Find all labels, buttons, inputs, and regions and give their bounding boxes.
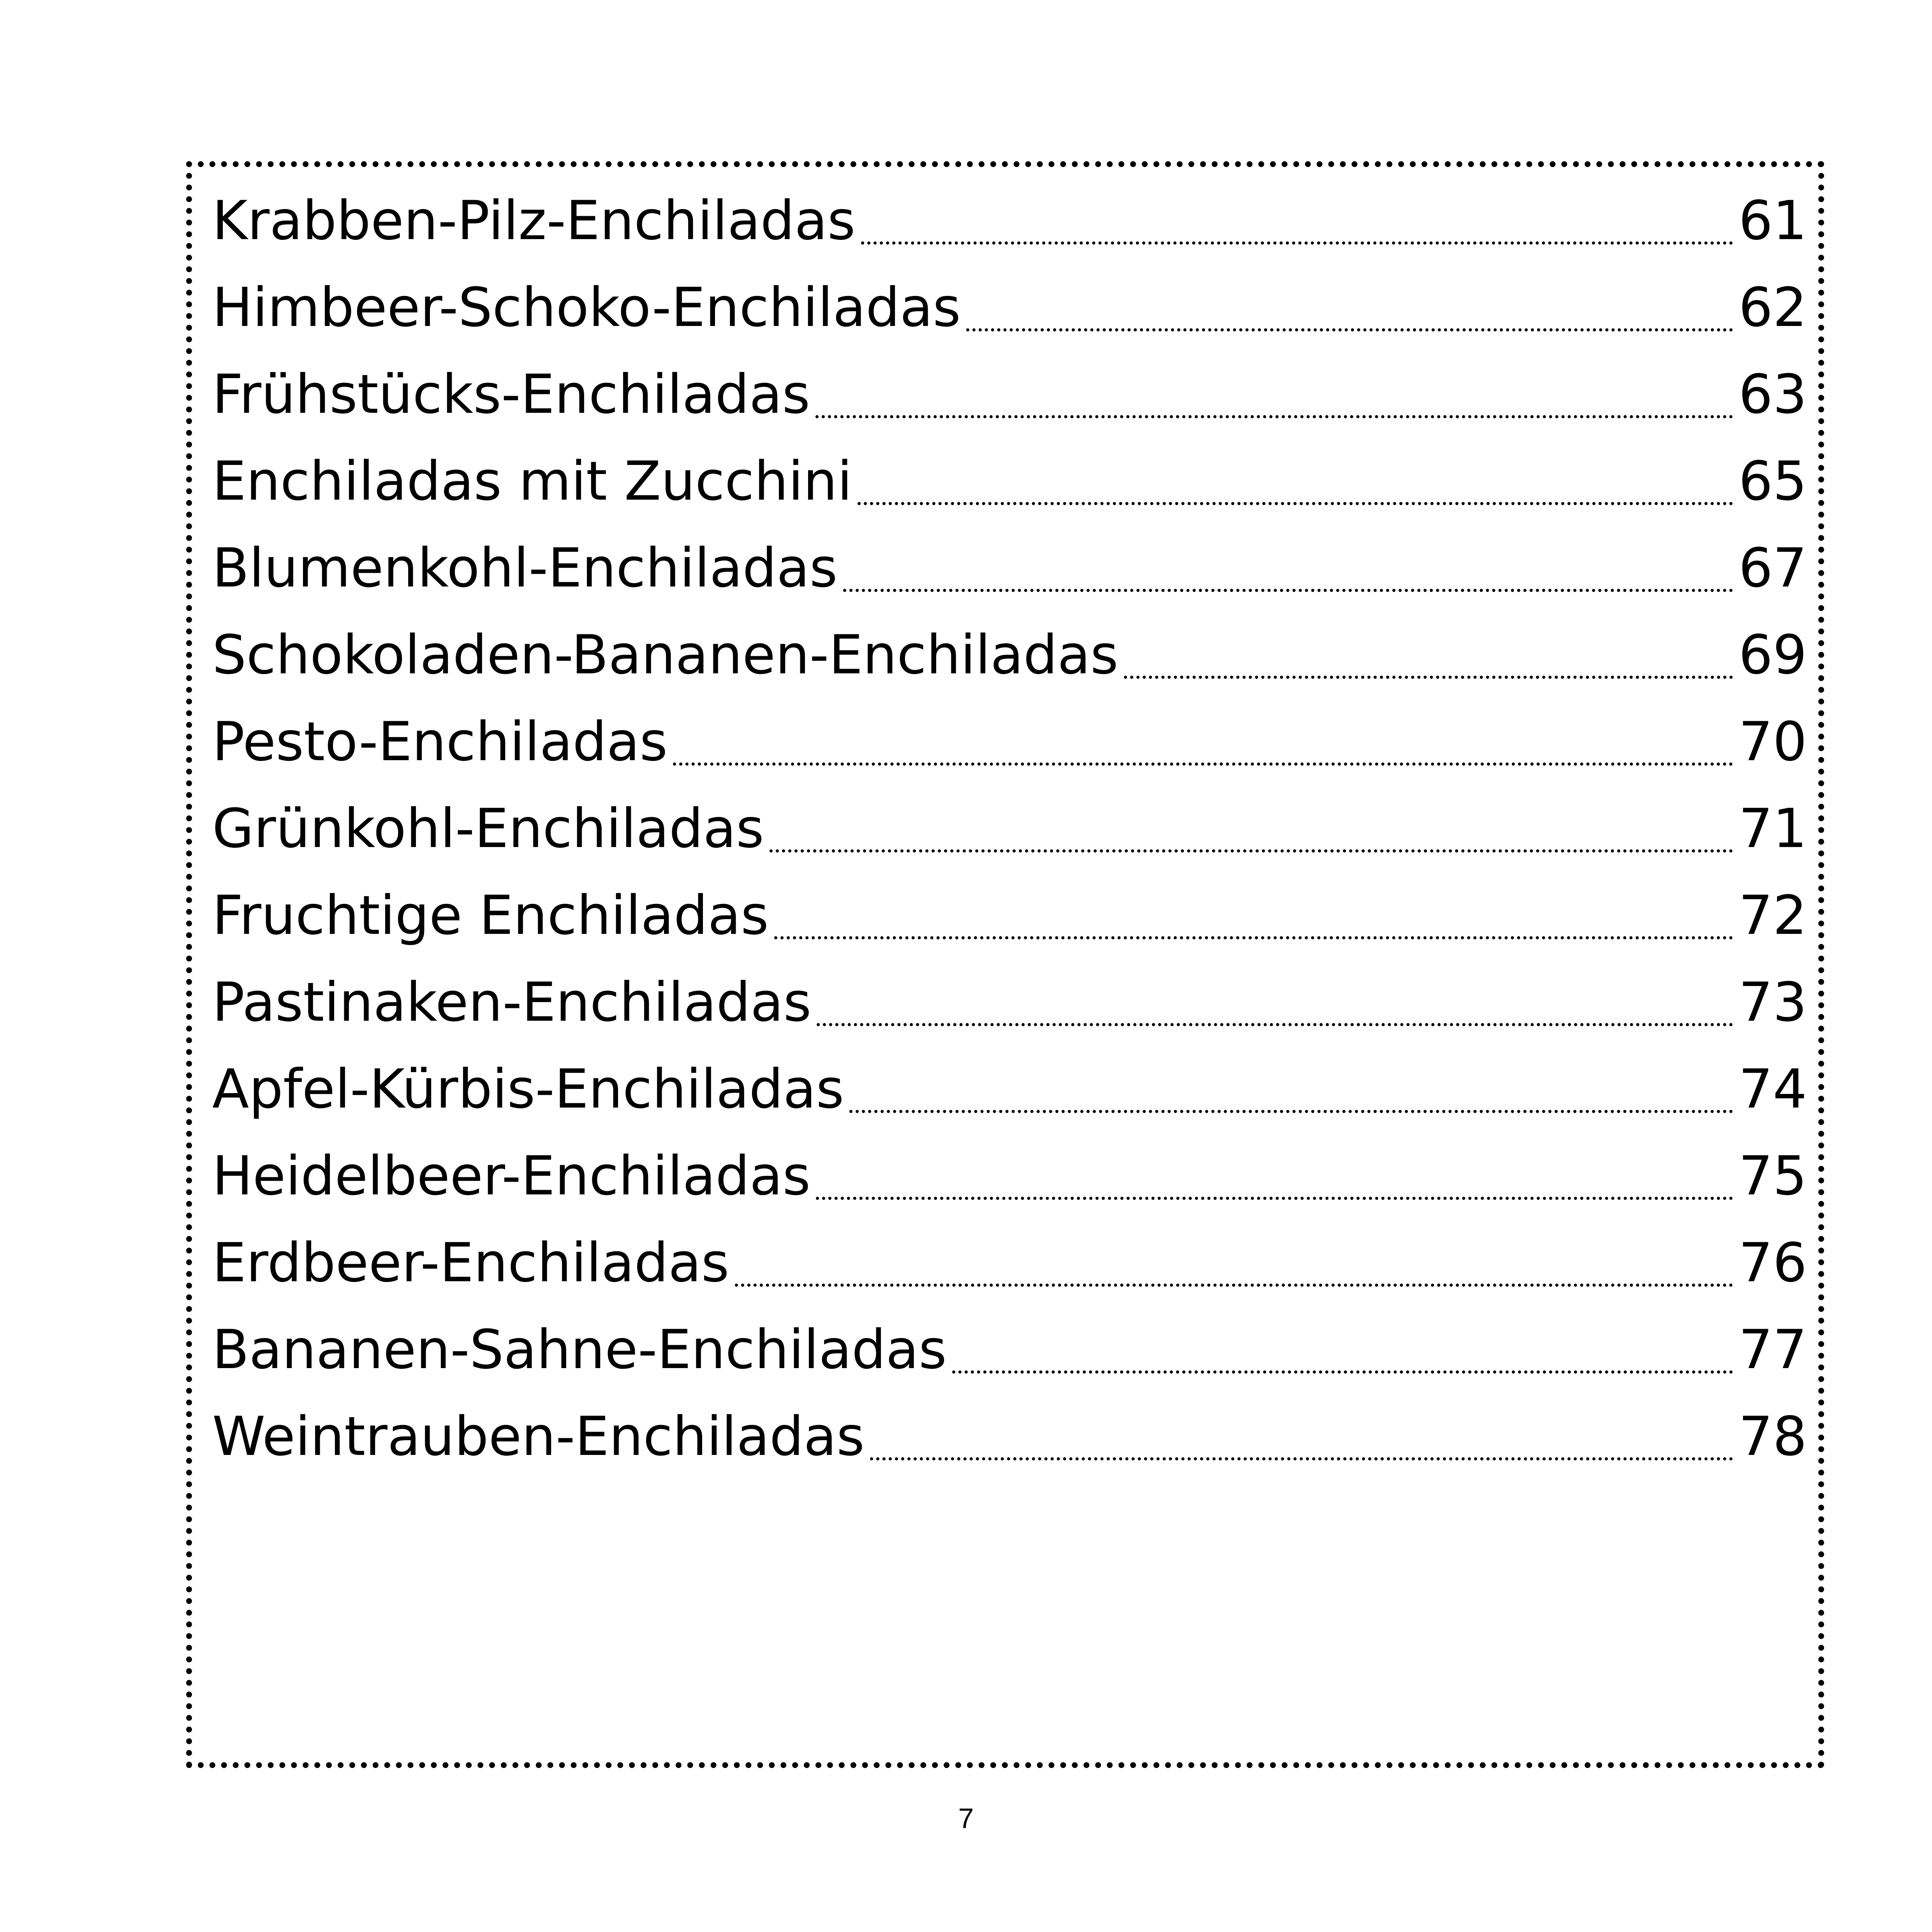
toc-dot-leader (1124, 652, 1733, 679)
toc-entry-page: 63 (1738, 363, 1807, 426)
toc-entry-title: Pesto-Enchiladas (212, 710, 668, 773)
toc-entry[interactable] (212, 438, 1807, 525)
toc-entry-title: Krabben-Pilz-Enchiladas (212, 189, 856, 252)
toc-entry-page: 72 (1738, 884, 1807, 947)
toc-entry[interactable] (212, 351, 1807, 438)
toc-dot-leader (770, 826, 1733, 852)
toc-entry-page: 71 (1738, 797, 1807, 860)
toc-entry-title: Grünkohl-Enchiladas (212, 797, 764, 860)
toc-entry-page: 67 (1738, 537, 1807, 599)
toc-entry-page: 76 (1738, 1231, 1807, 1294)
toc-dot-leader (952, 1347, 1733, 1374)
toc-entry-title: Heidelbeer-Enchiladas (212, 1145, 811, 1207)
toc-entry[interactable] (212, 525, 1807, 611)
toc-entry-page: 65 (1738, 450, 1807, 512)
toc-entry[interactable] (212, 1393, 1807, 1480)
toc-entry[interactable] (212, 611, 1807, 698)
toc-dot-leader (673, 739, 1733, 766)
toc-dot-leader (858, 479, 1733, 505)
toc-entry-title: Bananen-Sahne-Enchiladas (212, 1318, 947, 1381)
toc-dot-leader (817, 1000, 1733, 1026)
toc-entry-page: 75 (1738, 1145, 1807, 1207)
page-number: 7 (958, 1803, 974, 1834)
toc-entry-title: Apfel-Kürbis-Enchiladas (212, 1058, 844, 1120)
toc-entry-title: Fruchtige Enchiladas (212, 884, 769, 947)
toc-entry-title: Enchiladas mit Zucchini (212, 450, 852, 512)
toc-entry[interactable] (212, 177, 1807, 264)
toc-dot-leader (816, 1173, 1733, 1200)
toc-entry-page: 61 (1738, 189, 1807, 252)
toc-entry-title: Frühstücks-Enchiladas (212, 363, 810, 426)
toc-dot-leader (870, 1434, 1733, 1460)
toc-entry-title: Weintrauben-Enchiladas (212, 1405, 865, 1468)
toc-entry-title: Pastinaken-Enchiladas (212, 971, 812, 1034)
toc-entry[interactable] (212, 785, 1807, 872)
toc-dot-leader (849, 1087, 1733, 1113)
toc-entry[interactable] (212, 264, 1807, 351)
toc-entry-page: 62 (1738, 276, 1807, 339)
toc-dot-leader (815, 392, 1733, 418)
table-of-contents (212, 177, 1807, 1480)
toc-entry[interactable] (212, 959, 1807, 1046)
toc-entry-page: 77 (1738, 1318, 1807, 1381)
toc-entry-page: 73 (1738, 971, 1807, 1034)
toc-dot-leader (966, 305, 1733, 331)
toc-entry-title: Himbeer-Schoko-Enchiladas (212, 276, 961, 339)
toc-entry[interactable] (212, 698, 1807, 785)
toc-entry-title: Schokoladen-Bananen-Enchiladas (212, 623, 1118, 686)
toc-entry-page: 78 (1738, 1405, 1807, 1468)
toc-dot-leader (735, 1260, 1733, 1287)
toc-entry-page: 69 (1738, 623, 1807, 686)
toc-dot-leader (774, 913, 1733, 939)
toc-entry-title: Blumenkohl-Enchiladas (212, 537, 838, 599)
toc-entry-page: 70 (1738, 710, 1807, 773)
toc-entry[interactable] (212, 1219, 1807, 1306)
toc-entry[interactable] (212, 872, 1807, 959)
toc-dot-leader (843, 565, 1733, 592)
toc-entry-page: 74 (1738, 1058, 1807, 1120)
toc-entry[interactable] (212, 1132, 1807, 1219)
toc-entry[interactable] (212, 1306, 1807, 1393)
toc-dot-leader (861, 218, 1733, 245)
toc-entry-title: Erdbeer-Enchiladas (212, 1231, 729, 1294)
toc-entry[interactable] (212, 1046, 1807, 1132)
